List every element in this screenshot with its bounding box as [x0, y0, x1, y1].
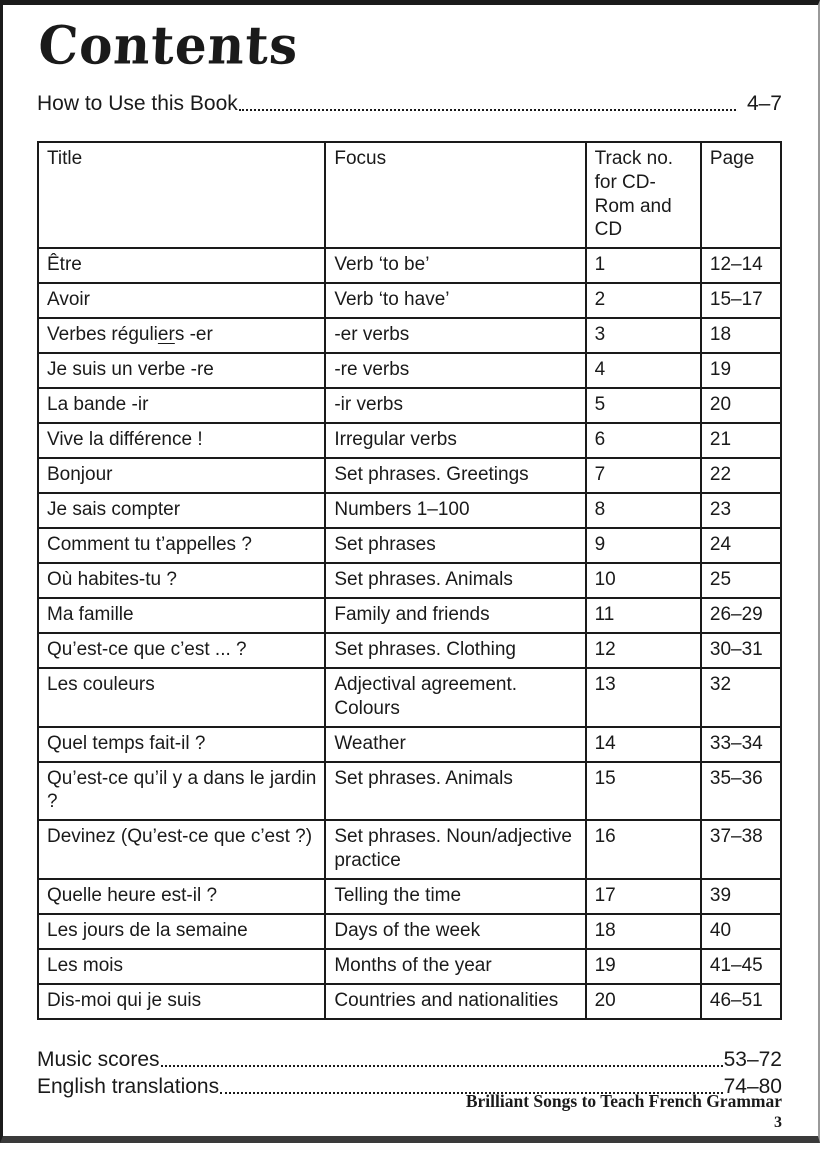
focus-cell: Numbers 1–100	[325, 493, 585, 528]
contents-table-body	[38, 248, 781, 1019]
column-header-focus: Focus	[325, 142, 585, 248]
song-title-cell	[38, 762, 325, 821]
focus-cell: Verb ‘to have’	[325, 283, 585, 318]
page-range-cell: 21	[701, 423, 781, 458]
table-row	[38, 984, 781, 1019]
contents-page	[3, 14, 818, 1150]
song-title-text: Quel temps fait-il ?	[47, 732, 206, 754]
page-range-cell: 26–29	[701, 598, 781, 633]
contents-table	[37, 141, 782, 1020]
table-row	[38, 949, 781, 984]
table-row	[38, 914, 781, 949]
track-number-cell: 19	[586, 949, 701, 984]
page-number: 3	[774, 1114, 782, 1132]
page-range-cell: 20	[701, 388, 781, 423]
book-title: Brilliant Songs to Teach French Grammar	[465, 1091, 782, 1112]
track-number-cell: 14	[586, 727, 701, 762]
song-title-text: Les jours de la semaine	[47, 919, 248, 941]
toc-entry-music-scores	[37, 1047, 782, 1072]
song-title-text: Les couleurs	[47, 674, 155, 696]
song-title-cell	[38, 879, 325, 914]
focus-cell: Family and friends	[325, 598, 585, 633]
song-title-cell	[38, 318, 325, 353]
focus-cell: -ir verbs	[325, 388, 585, 423]
table-row	[38, 563, 781, 598]
page-range-cell: 46–51	[701, 984, 781, 1019]
table-row	[38, 668, 781, 727]
song-title-cell	[38, 984, 325, 1019]
focus-cell: Months of the year	[325, 949, 585, 984]
track-number-cell: 17	[586, 879, 701, 914]
table-row	[38, 458, 781, 493]
song-title-text: Les mois	[47, 954, 124, 976]
song-title-cell	[38, 423, 325, 458]
track-number-cell: 1	[586, 248, 701, 283]
track-number-cell: 11	[586, 598, 701, 633]
song-title-text: Verbes réguli	[47, 324, 158, 346]
song-title-cell	[38, 248, 325, 283]
song-title-text: Avoir	[47, 289, 90, 311]
song-title-text: Qu’est-ce que c’est ... ?	[47, 639, 247, 661]
page-range-cell: 32	[701, 668, 781, 727]
table-row	[38, 879, 781, 914]
table-row	[38, 388, 781, 423]
focus-cell: Adjectival agreement. Colours	[325, 668, 585, 727]
page-range-cell: 15–17	[701, 283, 781, 318]
focus-cell: Set phrases. Clothing	[325, 633, 585, 668]
header-row	[38, 142, 781, 248]
song-title-text: Quelle heure est-il ?	[47, 884, 218, 906]
song-title-text: er	[157, 324, 175, 346]
song-title-cell	[38, 949, 325, 984]
page-range-cell: 39	[701, 879, 781, 914]
focus-cell: Weather	[325, 727, 585, 762]
song-title-cell	[38, 283, 325, 318]
track-number-cell: 20	[586, 984, 701, 1019]
page-range-cell: 30–31	[701, 633, 781, 668]
toc-entry-how-to-use	[37, 91, 782, 116]
page-range-cell: 33–34	[701, 727, 781, 762]
song-title-text: Où habites-tu ?	[47, 569, 177, 591]
table-row	[38, 727, 781, 762]
focus-cell: -er verbs	[325, 318, 585, 353]
contents-table-header	[38, 142, 781, 248]
track-number-cell: 5	[586, 388, 701, 423]
toc-entry-label: How to Use this Book	[37, 92, 238, 115]
page-range-cell: 12–14	[701, 248, 781, 283]
focus-cell: Set phrases. Animals	[325, 762, 585, 821]
focus-cell: Irregular verbs	[325, 423, 585, 458]
table-row	[38, 318, 781, 353]
page-range-cell: 37–38	[701, 820, 781, 879]
song-title-text: La bande -ir	[47, 394, 149, 416]
track-number-cell: 10	[586, 563, 701, 598]
table-row	[38, 493, 781, 528]
track-number-cell: 16	[586, 820, 701, 879]
track-number-cell: 3	[586, 318, 701, 353]
song-title-text: Vive la différence !	[47, 429, 203, 451]
track-number-cell: 8	[586, 493, 701, 528]
page-title: Contents	[36, 14, 301, 77]
column-header-title: Title	[38, 142, 325, 248]
page-range-cell: 25	[701, 563, 781, 598]
table-row	[38, 248, 781, 283]
focus-cell: Telling the time	[325, 879, 585, 914]
track-number-cell: 4	[586, 353, 701, 388]
toc-entry-pages: 4–7	[746, 92, 782, 115]
table-row	[38, 283, 781, 318]
focus-cell: Days of the week	[325, 914, 585, 949]
focus-cell: -re verbs	[325, 353, 585, 388]
track-number-cell: 6	[586, 423, 701, 458]
table-row	[38, 762, 781, 821]
song-title-text: Qu’est-ce qu’il y a dans le jardin ?	[47, 767, 317, 813]
song-title-cell	[38, 727, 325, 762]
song-title-cell	[38, 458, 325, 493]
track-number-cell: 15	[586, 762, 701, 821]
page-range-cell: 40	[701, 914, 781, 949]
song-title-cell	[38, 668, 325, 727]
song-title-cell	[38, 388, 325, 423]
dotted-leader	[161, 1065, 723, 1067]
focus-cell: Set phrases. Animals	[325, 563, 585, 598]
focus-cell: Countries and nationalities	[325, 984, 585, 1019]
page-range-cell: 23	[701, 493, 781, 528]
page-range-cell: 41–45	[701, 949, 781, 984]
song-title-cell	[38, 914, 325, 949]
song-title-text: Être	[47, 254, 82, 276]
song-title-cell	[38, 493, 325, 528]
song-title-cell	[38, 563, 325, 598]
page-range-cell: 22	[701, 458, 781, 493]
column-header-page: Page	[701, 142, 781, 248]
song-title-text: Je suis un verbe -re	[47, 359, 214, 381]
song-title-cell	[38, 528, 325, 563]
page-range-cell: 35–36	[701, 762, 781, 821]
page-footer	[466, 1090, 782, 1134]
page-range-cell: 19	[701, 353, 781, 388]
track-number-cell: 2	[586, 283, 701, 318]
song-title-text: s -er	[174, 324, 213, 346]
song-title-text: Comment tu t’appelles ?	[47, 534, 252, 556]
table-row	[38, 423, 781, 458]
column-header-track: Track no. for CD-Rom and CD	[586, 142, 701, 248]
table-row	[38, 820, 781, 879]
table-row	[38, 633, 781, 668]
song-title-cell	[38, 633, 325, 668]
page-range-cell: 24	[701, 528, 781, 563]
page-range-cell: 18	[701, 318, 781, 353]
table-row	[38, 598, 781, 633]
toc-entry-pages: 53–72	[723, 1047, 782, 1071]
track-number-cell: 12	[586, 633, 701, 668]
song-title-cell	[38, 598, 325, 633]
toc-entry-label: English translations	[37, 1074, 220, 1098]
track-number-cell: 9	[586, 528, 701, 563]
track-number-cell: 7	[586, 458, 701, 493]
track-number-cell: 13	[586, 668, 701, 727]
song-title-text: Je sais compter	[47, 499, 181, 521]
focus-cell: Set phrases. Greetings	[325, 458, 585, 493]
focus-cell: Set phrases. Noun/adjective practice	[325, 820, 585, 879]
table-row	[38, 353, 781, 388]
toc-entry-label: Music scores	[37, 1047, 160, 1071]
table-row	[38, 528, 781, 563]
song-title-cell	[38, 353, 325, 388]
track-number-cell: 18	[586, 914, 701, 949]
song-title-text: Ma famille	[47, 604, 134, 626]
focus-cell: Set phrases	[325, 528, 585, 563]
song-title-text: Bonjour	[47, 464, 113, 486]
song-title-text: Dis-moi qui je suis	[47, 989, 202, 1011]
dotted-leader	[239, 109, 736, 111]
toc-entry-pages: 74–80	[723, 1074, 782, 1098]
focus-cell: Verb ‘to be’	[325, 248, 585, 283]
song-title-cell	[38, 820, 325, 879]
song-title-text: Devinez (Qu’est-ce que c’est ?)	[47, 826, 313, 848]
